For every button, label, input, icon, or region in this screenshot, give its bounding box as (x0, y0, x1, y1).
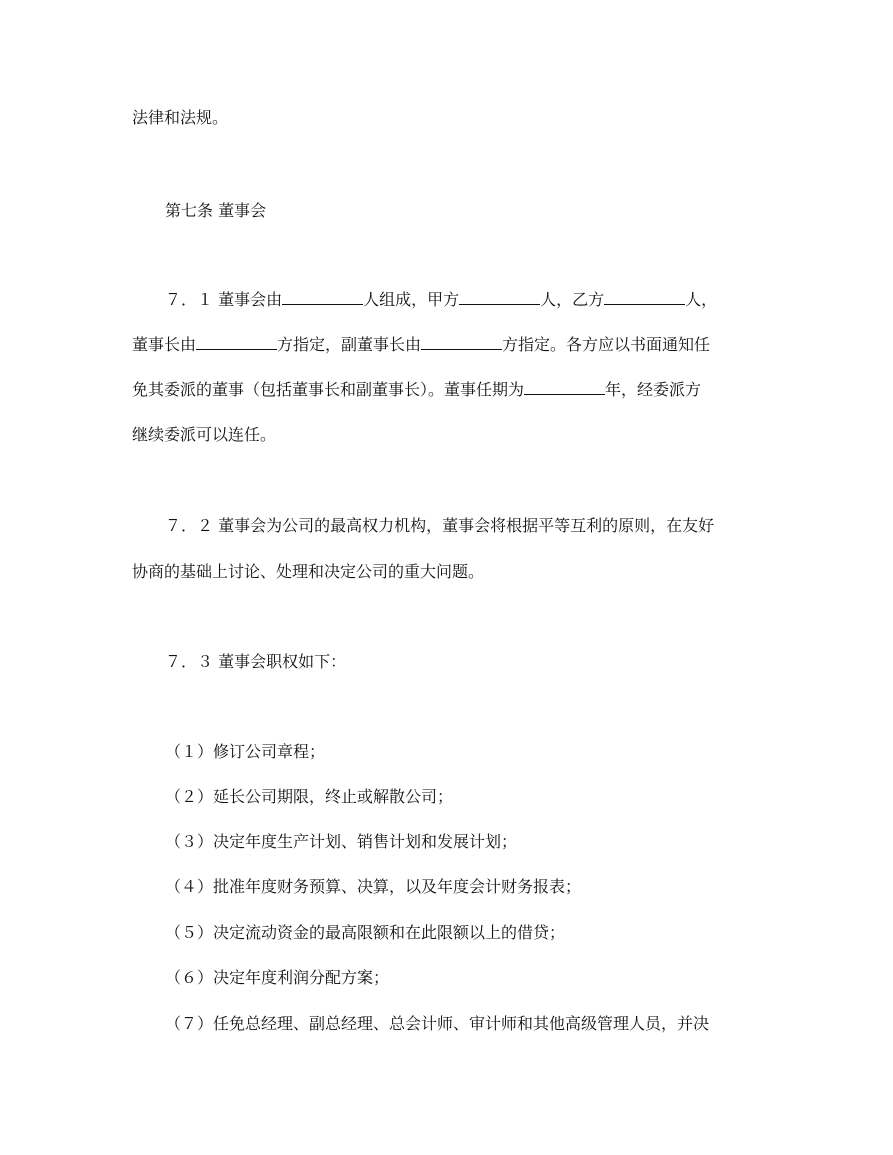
fill-in-blank (604, 290, 685, 305)
text-segment: （７）任免总经理、副总经理、总会计师、审计师和其他高级管理人员，并决 (165, 1014, 710, 1033)
text-segment: （２）延长公司期限，终止或解散公司； (165, 787, 454, 806)
text-segment: ７．１ 董事会由 (165, 290, 283, 309)
text-segment: 免其委派的董事（包括董事长和副董事长）。董事任期为 (132, 380, 525, 399)
paragraph-line (132, 562, 484, 582)
fill-in-blank (282, 290, 363, 305)
text-segment: 人组成，甲方 (363, 290, 460, 309)
fill-in-blank (421, 335, 502, 350)
paragraph-line (165, 290, 717, 310)
text-segment: 继续委派可以连任。 (132, 425, 277, 444)
text-segment: 法律和法规。 (132, 108, 229, 127)
list-item (165, 877, 581, 897)
list-item (165, 968, 389, 988)
paragraph-line (132, 108, 228, 128)
paragraph-line (132, 335, 710, 355)
article-heading (165, 201, 266, 221)
paragraph-line (132, 425, 276, 445)
text-segment: 方指定。各方应以书面通知任 (502, 335, 711, 354)
text-segment: 董事长由 (132, 335, 197, 354)
text-segment: （４）批准年度财务预算、决算，以及年度会计财务报表； (165, 877, 582, 896)
paragraph-line (165, 652, 346, 672)
text-segment: 人，乙方 (540, 290, 605, 309)
text-segment: （６）决定年度利润分配方案； (165, 968, 390, 987)
text-segment: 年，经委派方 (605, 380, 702, 399)
text-segment: （３）决定年度生产计划、销售计划和发展计划； (165, 832, 518, 851)
text-segment: 第七条 董事会 (165, 201, 267, 220)
list-item (165, 923, 565, 943)
list-item (165, 787, 453, 807)
list-item (165, 1014, 709, 1034)
text-segment: 人， (685, 290, 718, 309)
fill-in-blank (196, 335, 277, 350)
text-segment: 方指定，副董事长由 (277, 335, 422, 354)
text-segment: （５）决定流动资金的最高限额和在此限额以上的借贷； (165, 923, 566, 942)
fill-in-blank (459, 290, 540, 305)
text-segment: 协商的基础上讨论、处理和决定公司的重大问题。 (132, 562, 485, 581)
paragraph-line (132, 380, 701, 400)
list-item (165, 832, 517, 852)
text-segment: ７．３ 董事会职权如下： (165, 652, 347, 671)
text-segment: （１）修订公司章程； (165, 742, 326, 761)
text-segment: ７．２ 董事会为公司的最高权力机构，董事会将根据平等互利的原则，在友好 (165, 516, 715, 535)
list-item (165, 742, 325, 762)
fill-in-blank (524, 380, 605, 395)
paragraph-line (165, 516, 714, 536)
